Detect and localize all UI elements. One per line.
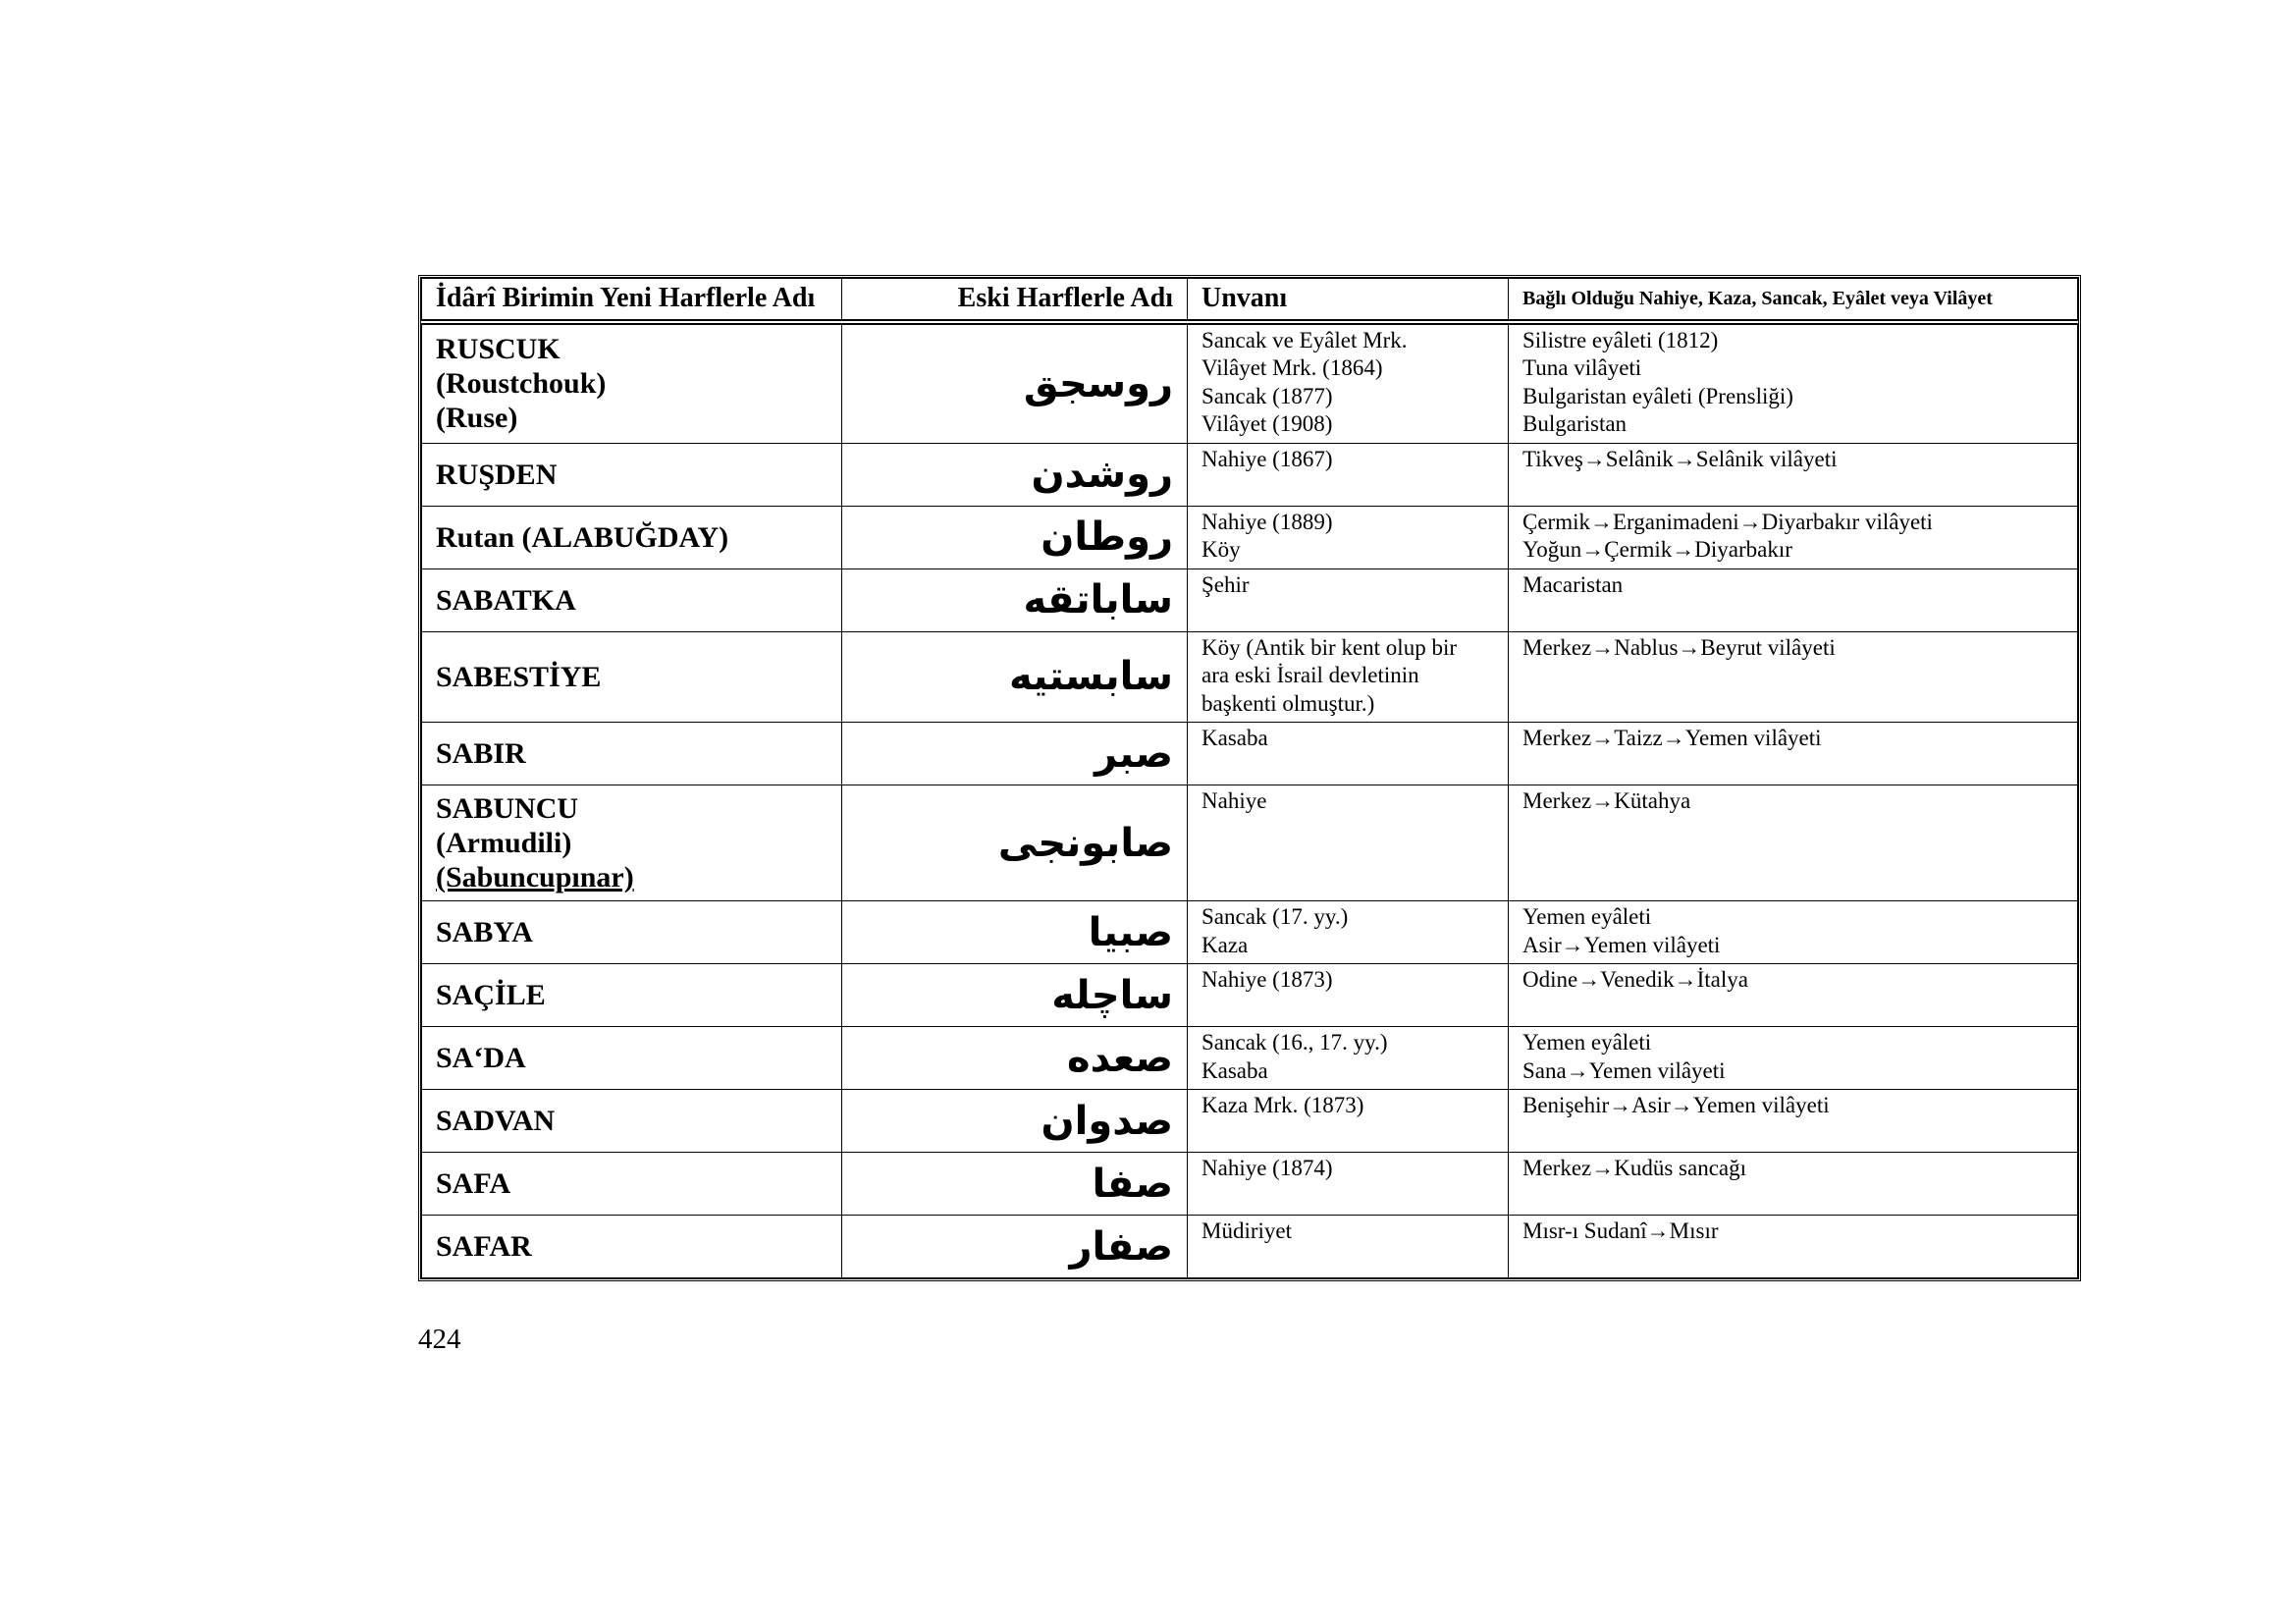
title-line: Kaza Mrk. (1873) <box>1201 1093 1364 1117</box>
affiliation-line: Odine→Venedik→İtalya <box>1522 967 1748 992</box>
table-row <box>422 443 2078 506</box>
affiliation-line: Yemen eyâleti <box>1522 1030 1652 1055</box>
new-name-line: SA‘DA <box>436 1042 526 1074</box>
header-row <box>422 279 2078 322</box>
cell-new-name <box>422 1027 842 1090</box>
table-row <box>422 568 2078 631</box>
cell-new-name <box>422 723 842 785</box>
cell-title <box>1188 631 1509 723</box>
cell-title <box>1188 1027 1509 1090</box>
cell-affiliation <box>1509 785 2078 901</box>
table-row <box>422 785 2078 901</box>
affiliation-line: Silistre eyâleti (1812) <box>1522 327 1719 352</box>
cell-title <box>1188 322 1509 444</box>
new-name-line: SABYA <box>436 916 533 948</box>
affiliation-line: Bulgaristan eyâleti (Prensliği) <box>1522 383 1793 408</box>
new-name-line: SAÇİLE <box>436 979 546 1011</box>
table-row <box>422 631 2078 723</box>
cell-new-name <box>422 1153 842 1216</box>
affiliation-line: Tikveş→Selânik→Selânik vilâyeti <box>1522 446 1838 471</box>
cell-old-name: صفار <box>842 1216 1188 1278</box>
new-name-line: SABUNCU <box>436 792 579 825</box>
title-line: başkenti olmuştur.) <box>1201 690 1375 716</box>
table-row <box>422 1027 2078 1090</box>
administrative-units-table <box>421 278 2078 1278</box>
header-old-name: Eski Harflerle Adı <box>842 279 1188 322</box>
cell-old-name: صدوان <box>842 1090 1188 1153</box>
table-row <box>422 506 2078 568</box>
cell-new-name <box>422 506 842 568</box>
cell-affiliation <box>1509 1153 2078 1216</box>
cell-title <box>1188 506 1509 568</box>
cell-title <box>1188 1216 1509 1278</box>
table-row <box>422 1153 2078 1216</box>
title-line: Vilâyet Mrk. (1864) <box>1201 355 1383 380</box>
table-header <box>422 279 2078 322</box>
cell-new-name <box>422 1090 842 1153</box>
new-name-line: RUŞDEN <box>436 458 558 491</box>
title-line: Köy (Antik bir kent olup bir <box>1201 634 1457 660</box>
new-name-line: SABATKA <box>436 583 576 617</box>
cell-title <box>1188 1153 1509 1216</box>
cell-title <box>1188 443 1509 506</box>
affiliation-line: Asir→Yemen vilâyeti <box>1522 932 1721 957</box>
table-body <box>422 322 2078 1278</box>
new-name-line: (Ruse) <box>436 402 518 434</box>
cell-old-name: روطان <box>842 506 1188 568</box>
title-line: Sancak (17. yy.) <box>1201 904 1349 929</box>
cell-affiliation <box>1509 631 2078 723</box>
cell-old-name: صابونجى <box>842 785 1188 901</box>
cell-old-name: صفا <box>842 1153 1188 1216</box>
title-line: Kasaba <box>1201 1057 1268 1083</box>
cell-new-name <box>422 631 842 723</box>
affiliation-line: Sana→Yemen vilâyeti <box>1522 1057 1726 1083</box>
new-name-line: (Sabuncupınar) <box>436 861 634 893</box>
header-title: Unvanı <box>1188 279 1509 322</box>
title-line: Nahiye <box>1201 788 1267 813</box>
cell-title <box>1188 964 1509 1027</box>
cell-old-name: روشدن <box>842 443 1188 506</box>
cell-old-name: صبيا <box>842 901 1188 964</box>
affiliation-line: Merkez→Taizz→Yemen vilâyeti <box>1522 726 1822 750</box>
affiliation-line: Yoğun→Çermik→Diyarbakır <box>1522 537 1792 562</box>
cell-old-name: روسجق <box>842 322 1188 444</box>
new-name-line: SAFA <box>436 1167 511 1200</box>
table-row <box>422 322 2078 444</box>
affiliation-line: Merkez→Kudüs sancağı <box>1522 1156 1747 1180</box>
cell-title <box>1188 785 1509 901</box>
new-name-line: (Armudili) <box>436 827 572 859</box>
title-line: Sancak (1877) <box>1201 383 1333 408</box>
new-name-line: Rutan (ALABUĞDAY) <box>436 520 729 554</box>
header-new-name: İdârî Birimin Yeni Harflerle Adı <box>422 279 842 322</box>
affiliation-line: Bulgaristan <box>1522 411 1628 436</box>
affiliation-line: Mısr-ı Sudanî→Mısır <box>1522 1218 1719 1243</box>
title-line: Kasaba <box>1201 726 1268 750</box>
page-number: 424 <box>418 1324 461 1355</box>
cell-new-name <box>422 785 842 901</box>
cell-title <box>1188 901 1509 964</box>
new-name-line: SABIR <box>436 737 526 770</box>
cell-title <box>1188 1090 1509 1153</box>
affiliation-line: Macaristan <box>1522 571 1624 597</box>
cell-new-name <box>422 568 842 631</box>
new-name-line: SADVAN <box>436 1105 556 1137</box>
cell-new-name <box>422 1216 842 1278</box>
table-row <box>422 723 2078 785</box>
title-line: Köy <box>1201 537 1241 562</box>
administrative-units-table-frame <box>418 275 2081 1281</box>
affiliation-line: Benişehir→Asir→Yemen vilâyeti <box>1522 1093 1830 1117</box>
cell-affiliation <box>1509 723 2078 785</box>
title-line: Nahiye (1873) <box>1201 967 1333 992</box>
cell-affiliation <box>1509 506 2078 568</box>
new-name-line: SABESTİYE <box>436 660 602 693</box>
cell-new-name <box>422 901 842 964</box>
cell-affiliation <box>1509 568 2078 631</box>
title-line: Sancak (16., 17. yy.) <box>1201 1030 1388 1055</box>
table-row <box>422 964 2078 1027</box>
new-name-line: RUSCUK <box>436 333 561 365</box>
title-line: Nahiye (1867) <box>1201 446 1333 471</box>
cell-old-name: ساباتقه <box>842 568 1188 631</box>
cell-affiliation <box>1509 1090 2078 1153</box>
affiliation-line: Yemen eyâleti <box>1522 904 1652 929</box>
new-name-line: (Roustchouk) <box>436 367 607 400</box>
cell-old-name: صعده <box>842 1027 1188 1090</box>
title-line: Sancak ve Eyâlet Mrk. <box>1201 327 1408 352</box>
cell-affiliation <box>1509 443 2078 506</box>
title-line: Nahiye (1874) <box>1201 1156 1333 1180</box>
new-name-line: SAFAR <box>436 1230 532 1263</box>
affiliation-line: Merkez→Kütahya <box>1522 788 1691 813</box>
cell-affiliation <box>1509 964 2078 1027</box>
title-line: ara eski İsrail devletinin <box>1201 663 1419 687</box>
affiliation-line: Merkez→Nablus→Beyrut vilâyeti <box>1522 634 1836 660</box>
cell-affiliation <box>1509 322 2078 444</box>
header-affiliation: Bağlı Olduğu Nahiye, Kaza, Sancak, Eyâlet veya Vilâyet <box>1509 279 2078 322</box>
table-row <box>422 1090 2078 1153</box>
table-row <box>422 1216 2078 1278</box>
cell-new-name <box>422 322 842 444</box>
cell-old-name: ساچله <box>842 964 1188 1027</box>
title-line: Kaza <box>1201 932 1249 957</box>
cell-old-name: سابستيه <box>842 631 1188 723</box>
cell-old-name: صبر <box>842 723 1188 785</box>
cell-affiliation <box>1509 1216 2078 1278</box>
title-line: Şehir <box>1201 571 1250 597</box>
title-line: Nahiye (1889) <box>1201 509 1333 534</box>
cell-title <box>1188 568 1509 631</box>
cell-new-name <box>422 443 842 506</box>
affiliation-line: Çermik→Erganimadeni→Diyarbakır vilâyeti <box>1522 509 1933 534</box>
cell-new-name <box>422 964 842 1027</box>
cell-affiliation <box>1509 1027 2078 1090</box>
title-line: Vilâyet (1908) <box>1201 411 1333 436</box>
table-row <box>422 901 2078 964</box>
title-line: Müdiriyet <box>1201 1218 1292 1243</box>
cell-title <box>1188 723 1509 785</box>
affiliation-line: Tuna vilâyeti <box>1522 355 1642 380</box>
cell-affiliation <box>1509 901 2078 964</box>
